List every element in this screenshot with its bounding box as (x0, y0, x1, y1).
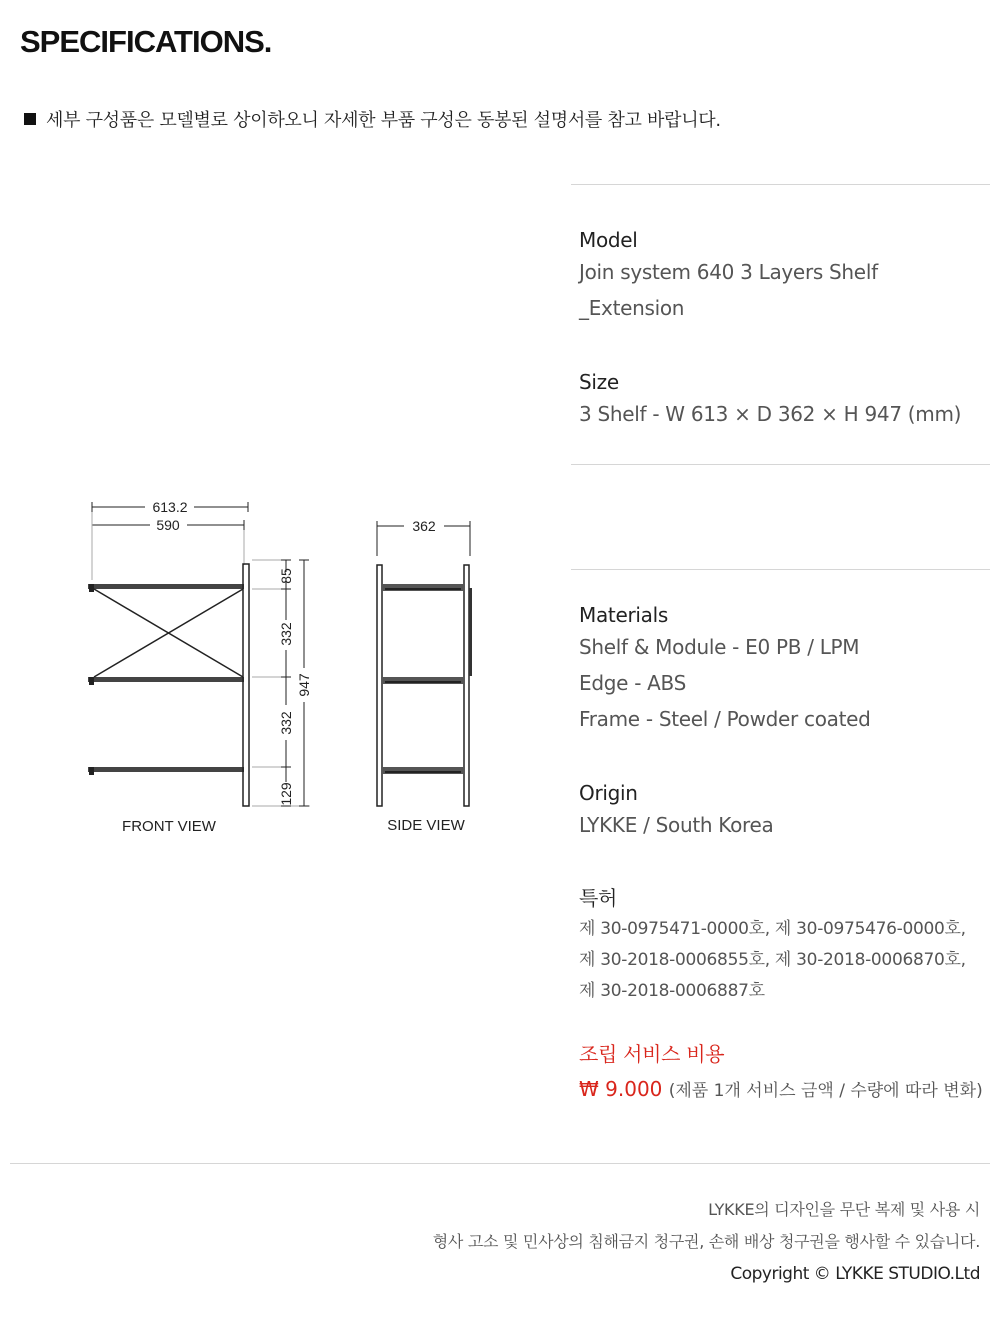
square-bullet-icon (24, 113, 36, 125)
dim-bottom-gap: 129 (278, 782, 294, 806)
spec-model-line-2: _Extension (579, 296, 685, 320)
front-view-frame (88, 564, 249, 806)
side-view-frame (377, 565, 472, 806)
divider-materials (571, 569, 990, 570)
footer-line-1: LYKKE의 디자인을 무단 복제 및 사용 시 (708, 1200, 980, 1219)
spec-materials-line-1: Shelf & Module - E0 PB / LPM (579, 635, 860, 659)
footer-line-2: 형사 고소 및 민사상의 침해금지 청구권, 손해 배상 청구권을 행사할 수 있습니다. (432, 1232, 980, 1251)
spec-model-label: Model (579, 228, 638, 252)
assembly-label: 조립 서비스 비용 (579, 1042, 725, 1066)
divider-footer (10, 1163, 990, 1164)
spec-materials-line-3: Frame - Steel / Powder coated (579, 707, 871, 731)
spec-patent-label: 특허 (579, 886, 618, 910)
spec-size-label: Size (579, 370, 619, 394)
spec-size-line-1: 3 Shelf - W 613 × D 362 × H 947 (mm) (579, 402, 962, 426)
spec-origin-line-1: LYKKE / South Korea (579, 813, 774, 837)
spec-size (579, 368, 961, 432)
side-view-label: SIDE VIEW (387, 817, 465, 834)
spec-origin (579, 779, 774, 843)
spec-materials-label: Materials (579, 603, 668, 627)
spec-patent (579, 884, 966, 1007)
spec-materials (579, 601, 871, 737)
dim-outer-width: 613.2 (152, 499, 188, 515)
technical-drawing (80, 495, 500, 840)
spec-model (579, 226, 878, 326)
assembly-note: (제품 1개 서비스 금액 / 수량에 따라 변화) (668, 1081, 983, 1101)
dim-height: 947 (296, 673, 312, 697)
footer (433, 1194, 980, 1290)
spec-patent-line-1: 제 30-0975471-0000호, 제 30-0975476-0000호, (579, 919, 966, 939)
notice (24, 106, 721, 132)
spec-model-line-1: Join system 640 3 Layers Shelf (579, 260, 878, 284)
copyright: Copyright © LYKKE STUDIO.Ltd (730, 1264, 980, 1284)
page-title: SPECIFICATIONS. (20, 24, 272, 59)
spec-origin-label: Origin (579, 781, 638, 805)
dim-depth: 362 (412, 518, 436, 534)
front-view-label: FRONT VIEW (122, 818, 216, 835)
spec-patent-line-2: 제 30-2018-0006855호, 제 30-2018-0006870호, (579, 950, 966, 970)
dim-inner-width: 590 (156, 517, 180, 533)
notice-text: 세부 구성품은 모델별로 상이하오니 자세한 부품 구성은 동봉된 설명서를 참고 바랍니다. (46, 110, 721, 131)
dim-gap-upper: 332 (278, 622, 294, 646)
dim-gap-lower: 332 (278, 711, 294, 735)
dim-top-gap: 85 (278, 568, 294, 584)
assembly-price: ₩ 9.000 (579, 1077, 663, 1101)
divider-size (571, 464, 990, 465)
divider-top (571, 184, 990, 185)
spec-patent-line-3: 제 30-2018-0006887호 (579, 981, 765, 1001)
spec-materials-line-2: Edge - ABS (579, 671, 687, 695)
assembly-price-row (579, 1076, 983, 1101)
